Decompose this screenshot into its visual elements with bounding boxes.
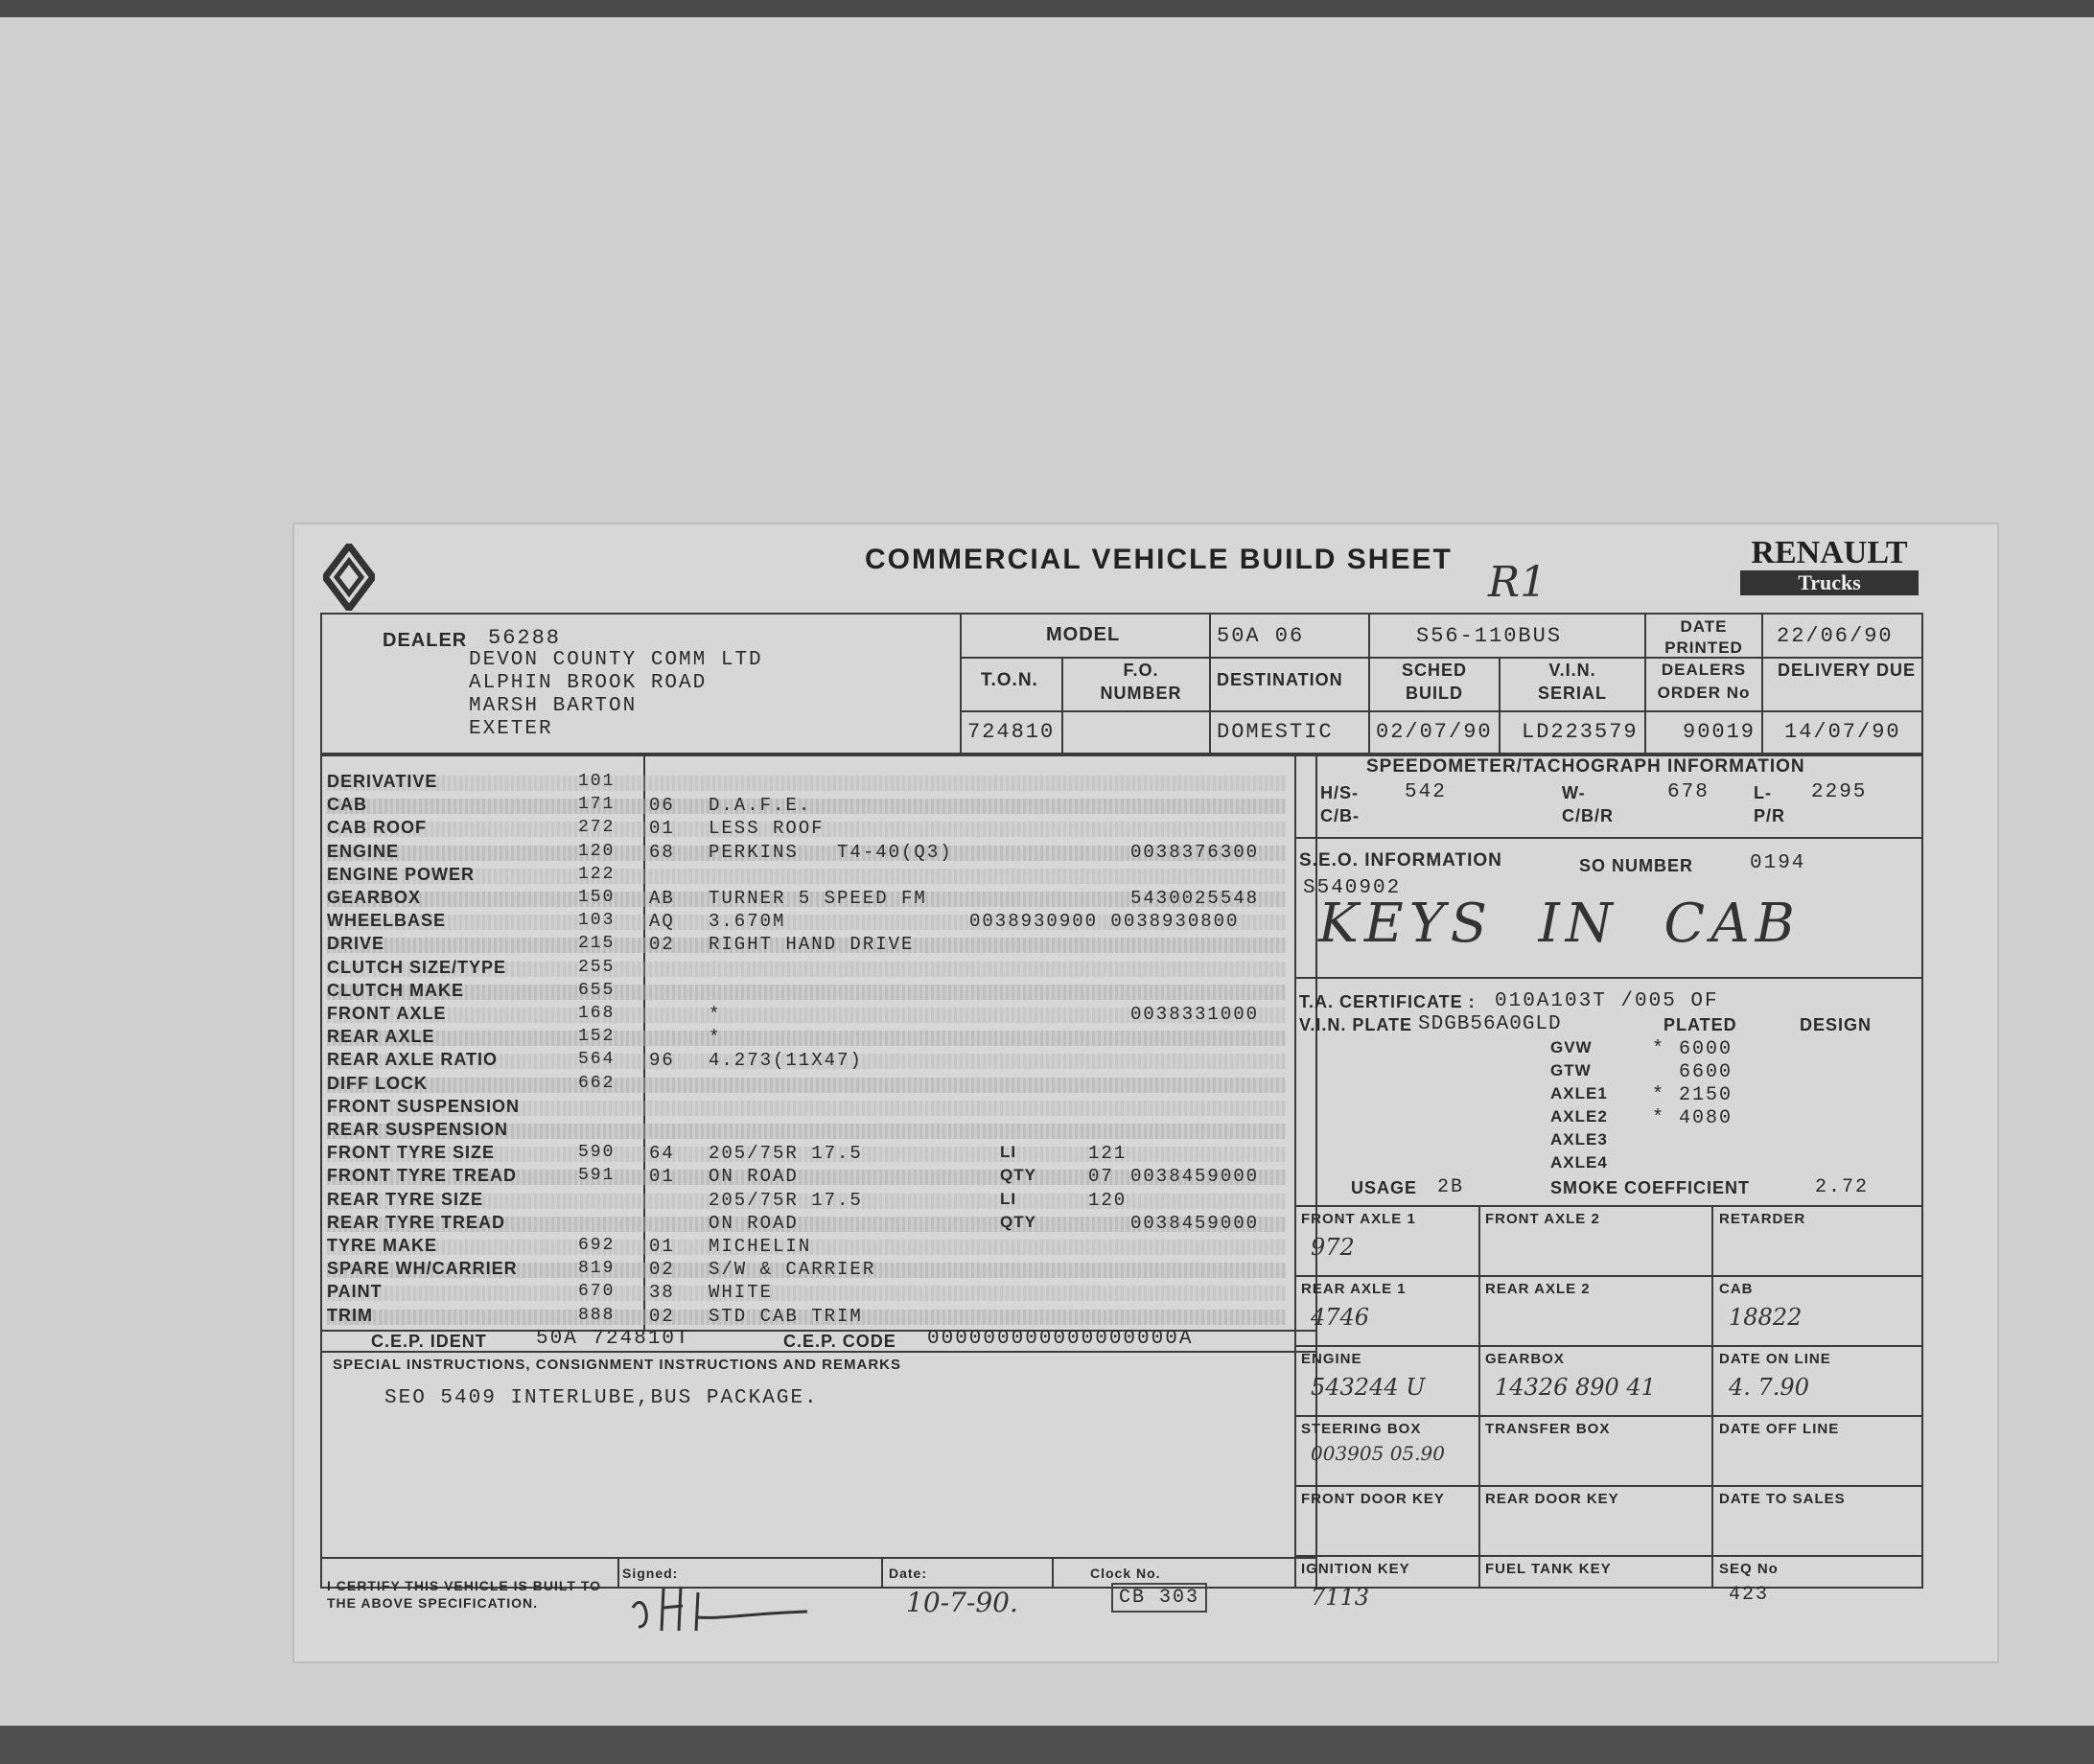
ta-weight-star: * xyxy=(1652,1038,1666,1060)
date-value: 10-7-90. xyxy=(906,1587,1018,1618)
spec-description: D.A.F.E. xyxy=(709,795,812,816)
clock-label: Clock No. xyxy=(1090,1566,1161,1581)
ta-weight-value: 6600 xyxy=(1679,1061,1733,1083)
spec-subcode: 01 xyxy=(649,818,675,839)
spec-subcode: 02 xyxy=(649,1259,675,1280)
spec-label: WHEELBASE xyxy=(327,911,447,930)
spec-label: FRONT TYRE SIZE xyxy=(327,1143,496,1162)
spec-code: 171 xyxy=(578,795,616,814)
spec-subcode: 38 xyxy=(649,1282,675,1303)
spec-description: LESS ROOF xyxy=(709,818,825,839)
signed-label: Signed: xyxy=(622,1566,679,1581)
destination-value: DOMESTIC xyxy=(1217,720,1334,744)
serial-label: FRONT DOOR KEY xyxy=(1301,1491,1445,1507)
smoke-label: SMOKE COEFFICIENT xyxy=(1550,1178,1751,1197)
renault-trucks-logo xyxy=(1740,536,1919,595)
spec-label: CLUTCH MAKE xyxy=(327,981,464,1000)
sched-label: SCHED BUILD xyxy=(1401,661,1467,703)
spec-mid-label: LI xyxy=(1000,1143,1017,1161)
spec-description: PERKINS T4-40(Q3) xyxy=(709,842,953,863)
serial-label: FUEL TANK KEY xyxy=(1485,1561,1612,1577)
ta-weight-value: 6000 xyxy=(1679,1038,1733,1060)
dealer-line: EXETER xyxy=(469,718,553,740)
row-shading xyxy=(327,985,1286,1000)
signature-image xyxy=(625,1579,817,1636)
ta-weight-value: 4080 xyxy=(1679,1107,1733,1129)
spec-code: 215 xyxy=(578,934,616,953)
serial-label: IGNITION KEY xyxy=(1301,1561,1410,1577)
serial-label: DATE TO SALES xyxy=(1719,1491,1846,1507)
spec-subcode: AB xyxy=(649,888,675,909)
divider xyxy=(1294,1555,1923,1557)
vin-plate-label: V.I.N. PLATE xyxy=(1299,1015,1413,1034)
spec-code: 662 xyxy=(578,1074,616,1093)
spec-subcode: 01 xyxy=(649,1166,675,1187)
divider xyxy=(1294,837,1923,839)
ta-weight-value: 2150 xyxy=(1679,1084,1733,1106)
serial-label: REAR DOOR KEY xyxy=(1485,1491,1619,1507)
serial-label: REAR AXLE 2 xyxy=(1485,1281,1591,1297)
divider xyxy=(960,710,1923,712)
divider xyxy=(1711,1205,1713,1589)
spec-description: 4.273(11X47) xyxy=(709,1050,863,1071)
special-label: SPECIAL INSTRUCTIONS, CONSIGNMENT INSTRUCTIONS AND REMARKS xyxy=(333,1357,902,1373)
so-label: SO NUMBER xyxy=(1579,856,1694,875)
spec-description: 205/75R 17.5 xyxy=(709,1143,863,1164)
date-printed-label: DATE PRINTED xyxy=(1664,617,1743,657)
dealers-order-label: DEALERS ORDER No xyxy=(1657,661,1751,702)
delivery-value: 14/07/90 xyxy=(1784,720,1901,744)
serial-label: TRANSFER BOX xyxy=(1485,1421,1611,1437)
spec-mid-label: LI xyxy=(1000,1190,1017,1208)
spec-code: 120 xyxy=(578,842,616,861)
spec-label: FRONT TYRE TREAD xyxy=(327,1166,517,1185)
spec-code: 168 xyxy=(578,1004,616,1023)
serial-value: 18822 xyxy=(1729,1304,1803,1331)
seo-handwritten: KEYS IN CAB xyxy=(1318,893,1801,955)
spec-description: * xyxy=(709,1004,722,1025)
serial-label: DATE ON LINE xyxy=(1719,1351,1831,1367)
ta-cert-label: T.A. CERTIFICATE : xyxy=(1299,992,1476,1011)
serial-label: FRONT AXLE 1 xyxy=(1301,1211,1416,1227)
spec-description: * xyxy=(709,1027,722,1048)
sched-value: 02/07/90 xyxy=(1376,720,1493,744)
spec-subcode: AQ xyxy=(649,911,675,932)
spec-extra: 0038331000 xyxy=(1130,1004,1260,1025)
serial-value: 423 xyxy=(1729,1584,1770,1606)
ta-weight-star: * xyxy=(1652,1107,1666,1129)
spec-subcode: 02 xyxy=(649,934,675,955)
spec-label: REAR TYRE TREAD xyxy=(327,1213,506,1232)
design-label: DESIGN xyxy=(1800,1015,1873,1034)
row-shading xyxy=(327,776,1286,791)
spec-label: CAB ROOF xyxy=(327,818,427,837)
spec-description: S/W & CARRIER xyxy=(709,1259,876,1280)
destination-label: DESTINATION xyxy=(1217,670,1343,689)
spec-mid-label: QTY xyxy=(1000,1166,1036,1184)
certify-text: I CERTIFY THIS VEHICLE IS BUILT TO THE ABOVE SPECIFICATION. xyxy=(327,1578,602,1611)
usage-value: 2B xyxy=(1437,1176,1465,1198)
divider xyxy=(617,1557,619,1589)
seo-code: S540902 xyxy=(1303,877,1402,899)
serial-label: CAB xyxy=(1719,1281,1754,1297)
spec-description: RIGHT HAND DRIVE xyxy=(709,934,915,955)
spec-code: 101 xyxy=(578,772,616,791)
page-title: COMMERCIAL VEHICLE BUILD SHEET xyxy=(865,544,1453,575)
serial-label: STEERING BOX xyxy=(1301,1421,1422,1437)
serial-value: 003905 05.90 xyxy=(1311,1442,1445,1465)
serial-value: 14326 890 41 xyxy=(1495,1374,1656,1401)
ta-weight-label: GVW xyxy=(1550,1038,1593,1056)
spec-extra: 0038376300 xyxy=(1130,842,1260,863)
divider xyxy=(1644,613,1646,754)
serial-value: 543244 U xyxy=(1311,1374,1426,1401)
spec-code: 591 xyxy=(578,1166,616,1185)
spec-label: REAR SUSPENSION xyxy=(327,1120,509,1139)
spec-subcode: 68 xyxy=(649,842,675,863)
clock-stamp: CB 303 xyxy=(1111,1583,1207,1613)
delivery-label: DELIVERY DUE xyxy=(1777,661,1917,680)
spec-subcode: 06 xyxy=(649,795,675,816)
spec-label: SPARE WH/CARRIER xyxy=(327,1259,518,1278)
spec-code: 888 xyxy=(578,1306,616,1325)
spec-mid-label: QTY xyxy=(1000,1213,1036,1231)
ta-weight-label: GTW xyxy=(1550,1061,1592,1079)
pr-label: P/R xyxy=(1754,806,1786,825)
ta-cert-value: 010A103T /005 OF xyxy=(1495,990,1719,1012)
renault-diamond-icon xyxy=(323,544,375,611)
spec-extra: 0038930900 0038930800 xyxy=(969,911,1240,932)
ton-label: T.O.N. xyxy=(981,670,1038,690)
cb-label: C/B- xyxy=(1320,806,1360,825)
serial-label: GEARBOX xyxy=(1485,1351,1565,1367)
spec-code: 655 xyxy=(578,981,616,1000)
row-shading xyxy=(327,1078,1286,1093)
scan-top-edge xyxy=(0,0,2094,17)
date-label: Date: xyxy=(889,1566,928,1581)
spec-code: 103 xyxy=(578,911,616,930)
serial-value: 4746 xyxy=(1311,1304,1370,1331)
dealers-order-value: 90019 xyxy=(1683,720,1757,744)
spec-code: 152 xyxy=(578,1027,616,1046)
row-shading xyxy=(327,1031,1286,1046)
spec-description: MICHELIN xyxy=(709,1236,812,1257)
hs-label: H/S- xyxy=(1320,783,1359,802)
divider xyxy=(1061,657,1063,754)
spec-subcode: 64 xyxy=(649,1143,675,1164)
so-value: 0194 xyxy=(1750,852,1806,874)
plated-label: PLATED xyxy=(1664,1015,1737,1034)
serial-value: 4. 7.90 xyxy=(1729,1374,1809,1401)
divider xyxy=(881,1557,883,1589)
spec-label: DRIVE xyxy=(327,934,385,953)
spec-label: CLUTCH SIZE/TYPE xyxy=(327,958,507,977)
vin-value: LD223579 xyxy=(1522,720,1639,744)
divider xyxy=(1209,613,1211,754)
dealer-number: 56288 xyxy=(488,626,562,650)
spec-label: ENGINE POWER xyxy=(327,865,476,884)
spec-label: FRONT SUSPENSION xyxy=(327,1097,521,1116)
serial-label: ENGINE xyxy=(1301,1351,1362,1367)
spec-code: 122 xyxy=(578,865,616,884)
dealer-label: DEALER xyxy=(383,630,468,651)
ta-weight-label: AXLE3 xyxy=(1550,1130,1608,1149)
special-text: SEO 5409 INTERLUBE,BUS PACKAGE. xyxy=(384,1387,819,1409)
model-value: 50A 06 xyxy=(1217,624,1305,648)
w-label: W- xyxy=(1562,783,1586,802)
divider xyxy=(1294,1485,1923,1487)
spec-label: REAR AXLE RATIO xyxy=(327,1050,499,1069)
spec-label: REAR TYRE SIZE xyxy=(327,1190,484,1209)
divider xyxy=(1052,1557,1054,1589)
model-code: S56-110BUS xyxy=(1416,624,1563,648)
hs-value: 542 xyxy=(1405,781,1447,803)
serial-label: RETARDER xyxy=(1719,1211,1806,1227)
date-printed-value: 22/06/90 xyxy=(1777,624,1894,648)
usage-label: USAGE xyxy=(1351,1178,1418,1197)
spec-description: 3.670M xyxy=(709,911,786,932)
spec-label: DERIVATIVE xyxy=(327,772,438,791)
spec-label: ENGINE xyxy=(327,842,400,861)
serial-value: 972 xyxy=(1311,1234,1355,1261)
fo-label: F.O. NUMBER xyxy=(1100,661,1182,703)
divider xyxy=(1294,1415,1923,1417)
model-label: MODEL xyxy=(1046,624,1121,645)
speedo-title: SPEEDOMETER/TACHOGRAPH INFORMATION xyxy=(1366,756,1805,777)
spec-code: 255 xyxy=(578,958,616,977)
serial-label: FRONT AXLE 2 xyxy=(1485,1211,1600,1227)
serial-label: REAR AXLE 1 xyxy=(1301,1281,1407,1297)
ta-weight-label: AXLE2 xyxy=(1550,1107,1608,1126)
spec-label: FRONT AXLE xyxy=(327,1004,447,1023)
divider xyxy=(1499,657,1501,754)
l-value: 2295 xyxy=(1811,781,1868,803)
divider xyxy=(1478,1205,1480,1589)
dealer-line: ALPHIN BROOK ROAD xyxy=(469,672,708,694)
spec-code: 272 xyxy=(578,818,616,837)
divider xyxy=(1294,1275,1923,1277)
spec-subcode: 02 xyxy=(649,1306,675,1327)
w-value: 678 xyxy=(1667,781,1710,803)
spec-description: TURNER 5 SPEED FM xyxy=(709,888,927,909)
spec-code: 670 xyxy=(578,1282,616,1301)
spec-code: 564 xyxy=(578,1050,616,1069)
spec-label: REAR AXLE xyxy=(327,1027,435,1046)
spec-description: WHITE xyxy=(709,1282,774,1303)
seo-label: S.E.O. INFORMATION xyxy=(1299,850,1502,870)
spec-mid-value: 120 xyxy=(1088,1190,1128,1211)
spec-label: TRIM xyxy=(327,1306,373,1325)
ta-weight-label: AXLE4 xyxy=(1550,1153,1608,1172)
spec-description: ON ROAD xyxy=(709,1166,799,1187)
spec-mid-value: 121 xyxy=(1088,1143,1128,1164)
spec-extra: 0038459000 xyxy=(1130,1213,1260,1234)
spec-mid-value: 07 xyxy=(1088,1166,1114,1187)
divider xyxy=(1294,1345,1923,1347)
spec-code: 819 xyxy=(578,1259,616,1278)
cep-code-value: 000000000000000000A xyxy=(927,1328,1194,1350)
build-sheet xyxy=(292,522,1999,1663)
divider xyxy=(320,1557,1317,1559)
spec-extra: 5430025548 xyxy=(1130,888,1260,909)
row-shading xyxy=(327,1286,1286,1301)
ta-weight-star: * xyxy=(1652,1084,1666,1106)
spec-description: STD CAB TRIM xyxy=(709,1306,863,1327)
scan-bottom-edge xyxy=(0,1726,2094,1764)
smoke-value: 2.72 xyxy=(1815,1176,1870,1198)
l-label: L- xyxy=(1754,783,1772,802)
divider xyxy=(1368,613,1370,754)
serial-label: DATE OFF LINE xyxy=(1719,1421,1840,1437)
divider xyxy=(1294,977,1923,979)
divider xyxy=(1761,613,1763,754)
dealer-line: MARSH BARTON xyxy=(469,695,638,717)
spec-subcode: 96 xyxy=(649,1050,675,1071)
dealer-line: DEVON COUNTY COMM LTD xyxy=(469,649,763,671)
vin-plate-value: SDGB56A0GLD xyxy=(1418,1013,1562,1035)
divider xyxy=(960,613,962,754)
spec-label: GEARBOX xyxy=(327,888,422,907)
cep-ident-label: C.E.P. IDENT xyxy=(371,1332,487,1351)
ton-value: 724810 xyxy=(967,720,1056,744)
spec-label: CAB xyxy=(327,795,367,814)
handwritten-mark: R1 xyxy=(1488,558,1547,607)
vin-label: V.I.N. SERIAL xyxy=(1537,661,1607,703)
cbr-label: C/B/R xyxy=(1562,806,1614,825)
brand-top: RENAULT xyxy=(1751,535,1908,570)
spec-extra: 0038459000 xyxy=(1130,1166,1260,1187)
cep-ident-value: 50A 724810T xyxy=(536,1328,690,1350)
spec-code: 590 xyxy=(578,1143,616,1162)
spec-label: PAINT xyxy=(327,1282,383,1301)
ta-weight-label: AXLE1 xyxy=(1550,1084,1608,1102)
spec-subcode: 01 xyxy=(649,1236,675,1257)
serial-label: SEQ No xyxy=(1719,1561,1779,1577)
spec-code: 692 xyxy=(578,1236,616,1255)
divider xyxy=(1294,1205,1923,1207)
brand-bottom: Trucks xyxy=(1740,570,1919,595)
serial-value: 7113 xyxy=(1311,1584,1370,1611)
cep-code-label: C.E.P. CODE xyxy=(783,1332,896,1351)
spec-label: TYRE MAKE xyxy=(327,1236,438,1255)
spec-description: 205/75R 17.5 xyxy=(709,1190,863,1211)
spec-label: DIFF LOCK xyxy=(327,1074,428,1093)
spec-description: ON ROAD xyxy=(709,1213,799,1234)
spec-code: 150 xyxy=(578,888,616,907)
